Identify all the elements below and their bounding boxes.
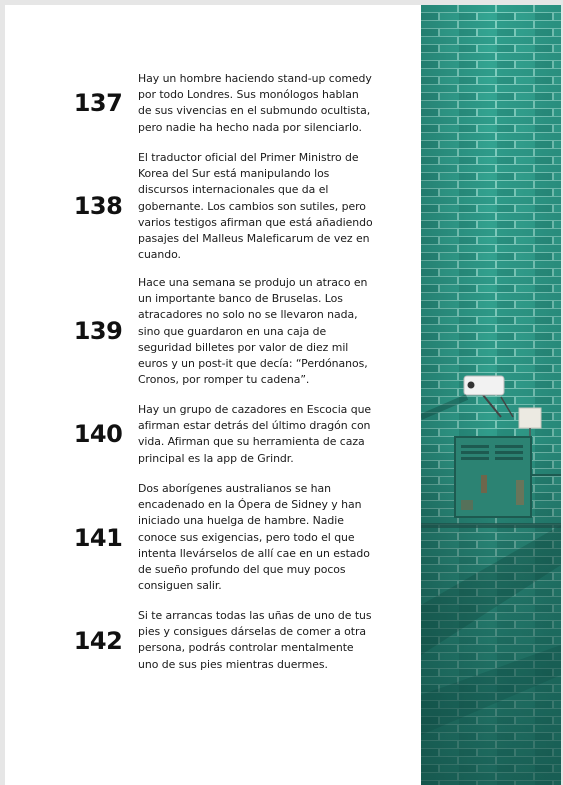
entry-number: 142 — [73, 627, 123, 655]
entry-text: Hace una semana se produjo un atraco en un importante banco de Bruselas. Los atracadores no solo no se llevaron nada, sino que guardaron en una caja de seguridad billetes por valor de diez mil euros y un post-it que decía: “Perdónanos, Cronos, por romper tu cadena”. — [138, 276, 368, 387]
entry-number: 137 — [73, 89, 123, 117]
entry-number: 140 — [73, 420, 123, 448]
conduit-pipe — [421, 523, 561, 528]
document-page — [5, 5, 561, 785]
entry-number: 141 — [73, 524, 123, 552]
entry-text: El traductor oficial del Primer Ministro de Korea del Sur está manipulando los discursos internacionales que da el gobernante. Los cambios son sutiles, pero varios testigos afirman que está añadiendo pasajes del Malleus Maleficarum de vez en cuando. — [138, 151, 373, 262]
brick-wall-photo — [421, 5, 561, 785]
entry-text: Dos aborígenes australianos se han encadenado en la Ópera de Sidney y han iniciado una huelga de hambre. Nadie conoce sus exigencias, pero todo el que intenta llevárselos de allí cae en un estado de sueño profundo del que muy pocos consiguen salir. — [138, 482, 370, 593]
entry-text: Hay un hombre haciendo stand-up comedy por todo Londres. Sus monólogos hablan de sus vivencias en el submundo ocultista, pero nadie ha hecho nada por silenciarlo. — [138, 72, 372, 134]
junction-box-icon — [519, 408, 541, 428]
entry-number: 139 — [73, 317, 123, 345]
entry-text: Hay un grupo de cazadores en Escocia que afirman estar detrás del último dragón con vida. Afirman que su herramienta de caza principal es la app de Grindr. — [138, 403, 372, 465]
entry-list — [5, 5, 421, 785]
entry-number: 138 — [73, 192, 123, 220]
brick-wall-photo-icon — [421, 5, 561, 785]
entry-text: Si te arrancas todas las uñas de uno de tus pies y consigues dárselas de comer a otra persona, podrás controlar mentalmente uno de sus pies mientras duermes. — [138, 609, 372, 671]
